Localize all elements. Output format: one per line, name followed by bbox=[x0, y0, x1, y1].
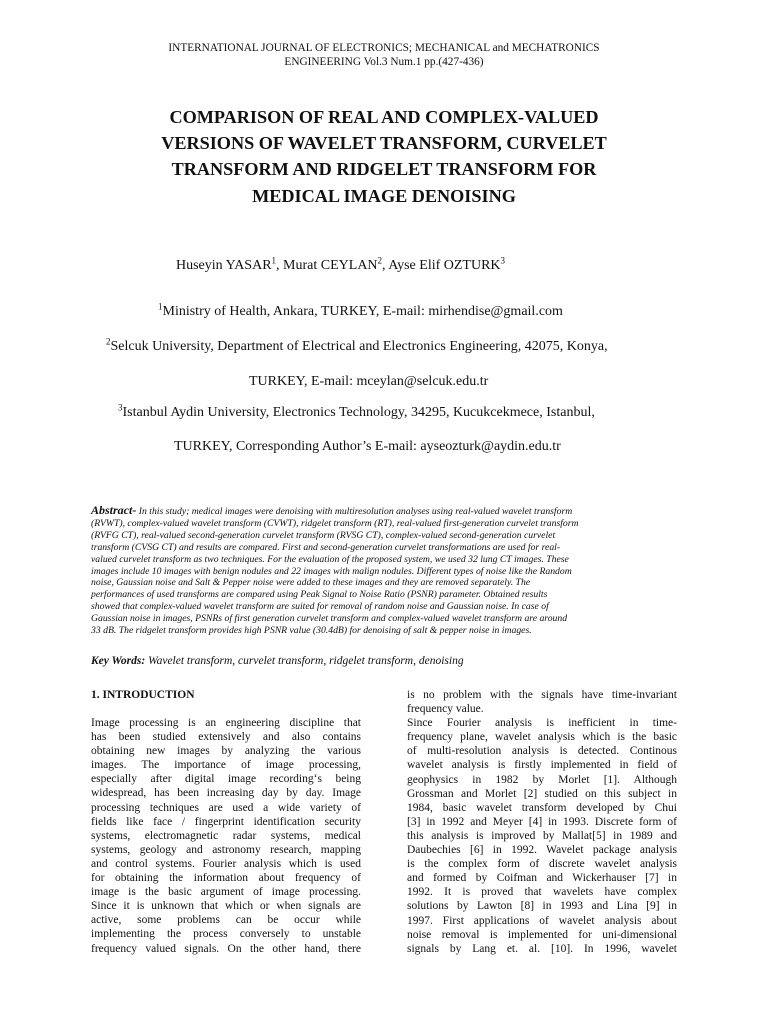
title-line-3: TRANSFORM AND RIDGELET TRANSFORM FOR bbox=[171, 159, 597, 180]
right-line: of multi-resolution analysis is detected. Continous bbox=[407, 745, 677, 758]
right-line: is no problem with the signals have time-invariant bbox=[407, 689, 677, 701]
affiliation-2-sup: 2 bbox=[106, 336, 111, 347]
affiliation-1-text: Ministry of Health, Ankara, TURKEY, E-mail: mirhendise@gmail.com bbox=[162, 304, 563, 319]
left-line: images. The importance of image processing, bbox=[91, 759, 361, 772]
section-heading-introduction: 1. INTRODUCTION bbox=[91, 689, 195, 701]
right-line: [3] in 1992 and Meyer [4] in 1993. Discrete form of bbox=[407, 815, 677, 828]
abstract-line-11: 33 dB. The ridgelet transform provides high PSNR value (30.4dB) for denoising of salt & pepper noise in images. bbox=[91, 625, 532, 637]
author-1-sup: 1 bbox=[271, 255, 277, 266]
right-line: Grossman and Morlet [2] studied on this subject in bbox=[407, 787, 677, 800]
author-3: , Ayse Elif OZTURK bbox=[382, 258, 501, 273]
abstract bbox=[91, 505, 677, 637]
right-line: solutions by Lawton [8] in 1993 and Lina [9] in bbox=[407, 900, 677, 913]
right-column-text bbox=[407, 688, 677, 956]
title-line-2: VERSIONS OF WAVELET TRANSFORM, CURVELET bbox=[161, 133, 607, 154]
abstract-label: Abstract- bbox=[91, 503, 137, 517]
right-line: wavelet analysis is firstly implemented in field of bbox=[407, 759, 677, 772]
left-line: processing techniques are used a wide variety of bbox=[91, 801, 361, 814]
left-line: widespread, has been increasing day by day. Image bbox=[91, 787, 361, 800]
author-3-sup: 3 bbox=[500, 255, 506, 266]
left-line: frequency valued signals. On the other hand, there bbox=[91, 942, 361, 955]
paper-title bbox=[60, 104, 708, 209]
left-line: Image processing is an engineering discipline that bbox=[91, 717, 361, 729]
right-line: frequency plane, wavelet analysis which is the basic bbox=[407, 731, 677, 744]
right-line: 1992. It is proved that wavelets have complex bbox=[407, 886, 677, 899]
abstract-line-2: (RVWT), complex-valued wavelet transform (CVWT), ridgelet transform (RT), real-valued first-generation curvelet transform bbox=[91, 517, 579, 529]
left-line: image is the basic argument of image processing. bbox=[91, 886, 361, 899]
author-2-sup: 2 bbox=[377, 255, 383, 266]
abstract-line-5: valued curvelet transform as two techniques. For the evaluation of the proposed system, we used 32 lung CT images. These bbox=[91, 553, 569, 565]
right-line: frequency value. bbox=[407, 703, 484, 716]
author-2: , Murat CEYLAN bbox=[276, 258, 378, 273]
affiliation-3 bbox=[118, 402, 595, 421]
left-line: active, some problems can be occur while bbox=[91, 914, 361, 927]
keywords-text: Wavelet transform, curvelet transform, ridgelet transform, denoising bbox=[145, 655, 464, 667]
author-1: Huseyin YASAR bbox=[176, 258, 272, 273]
journal-line-1: INTERNATIONAL JOURNAL OF ELECTRONICS; MECHANICAL and MECHATRONICS bbox=[168, 42, 600, 54]
affiliation-2 bbox=[106, 336, 608, 355]
right-line: 1984, basic wavelet transform developed by Chui bbox=[407, 801, 677, 814]
author-list bbox=[176, 255, 506, 274]
left-line: systems, geology and astronomy research, mapping bbox=[91, 843, 361, 856]
title-line-1: COMPARISON OF REAL AND COMPLEX-VALUED bbox=[169, 107, 599, 127]
right-line: geophysics in 1982 by Morlet [1]. Although bbox=[407, 773, 677, 786]
abstract-line-1 bbox=[91, 505, 677, 518]
affiliation-2-text: Selcuk University, Department of Electrical and Electronics Engineering, 42075, Konya, bbox=[110, 339, 608, 354]
left-line: especially after digital image recording‘s being bbox=[91, 773, 361, 786]
abstract-line-8: performances of used transforms are compared using Peak Signal to Noise Ratio (PSNR) parameter. Obtained results bbox=[91, 589, 548, 601]
left-column-text bbox=[91, 716, 361, 956]
abstract-line-9: showed that complex-valued wavelet transform are suited for removal of random noise and Gaussian noise. In case of bbox=[91, 601, 549, 613]
right-line: Daubechies [6] in 1992. Wavelet package analysis bbox=[407, 844, 677, 857]
keywords bbox=[91, 655, 464, 667]
right-line: Since Fourier analysis is inefficient in time- bbox=[407, 717, 677, 730]
right-line: and formed by Coifman and Wickerhauser [7] in bbox=[407, 872, 677, 885]
affiliation-3-text: Istanbul Aydin University, Electronics Technology, 34295, Kucukcekmece, Istanbul, bbox=[122, 405, 595, 420]
left-line: and control systems. Fourier analysis which is used bbox=[91, 857, 361, 870]
abstract-line-10: Gaussian noise in images, PSNRs of first generation curvelet transform and complex-valued wavelet transform are around bbox=[91, 613, 568, 625]
left-line: fields like face / fingerprint identification security bbox=[91, 815, 361, 828]
left-line: implementing the process conversely to unstable bbox=[91, 928, 361, 941]
left-line: has been studied extensively and also contains bbox=[91, 731, 361, 744]
right-line: is the complex form of discrete wavelet analysis bbox=[407, 858, 677, 871]
left-line: systems, electromagnetic radar systems, medical bbox=[91, 829, 361, 842]
keywords-label: Key Words: bbox=[91, 655, 146, 667]
affiliation-1-sup: 1 bbox=[158, 301, 163, 312]
left-line: for obtaining the information about frequency of bbox=[91, 872, 361, 885]
abstract-line-7: noise, Gaussian noise and Salt & Pepper noise were added to these images and they are removed separately. The bbox=[91, 577, 531, 589]
affiliation-2-continued: TURKEY, E-mail: mceylan@selcuk.edu.tr bbox=[249, 374, 489, 389]
right-line: noise removal is implemented for uni-dimensional bbox=[407, 928, 677, 941]
affiliation-3-sup: 3 bbox=[118, 402, 123, 413]
journal-line-2: ENGINEERING Vol.3 Num.1 pp.(427-436) bbox=[284, 56, 484, 68]
abstract-line-6: images include 10 images with benign nodules and 22 images with malign nodules. Different types of noise like the Random bbox=[91, 565, 572, 577]
affiliation-1 bbox=[158, 301, 563, 320]
abstract-line-4: transform (CVSG CT) and results are compared. First and second-generation curvelet transformations are used for real- bbox=[91, 541, 561, 553]
right-line: signals by Lang et. al. [10]. In 1996, wavelet bbox=[407, 942, 677, 955]
journal-header bbox=[60, 41, 708, 69]
abstract-line-3: (RVFG CT), real-valued second-generation curvelet transform (RVSG CT), complex-valued second-generation curvelet bbox=[91, 529, 556, 541]
left-line: obtaining new images by analyzing the various bbox=[91, 745, 361, 758]
left-line: Since it is unknown that which or when signals are bbox=[91, 900, 361, 913]
affiliation-3-continued: TURKEY, Corresponding Author’s E-mail: ayseozturk@aydin.edu.tr bbox=[174, 439, 561, 454]
title-line-4: MEDICAL IMAGE DENOISING bbox=[252, 185, 516, 206]
right-line: 1997. First applications of wavelet analysis about bbox=[407, 914, 677, 927]
right-line: this analysis is improved by Mallat[5] in 1989 and bbox=[407, 829, 677, 842]
abstract-text-1: In this study; medical images were denoising with multiresolution analyses using real-valued wavelet transform bbox=[136, 506, 573, 517]
